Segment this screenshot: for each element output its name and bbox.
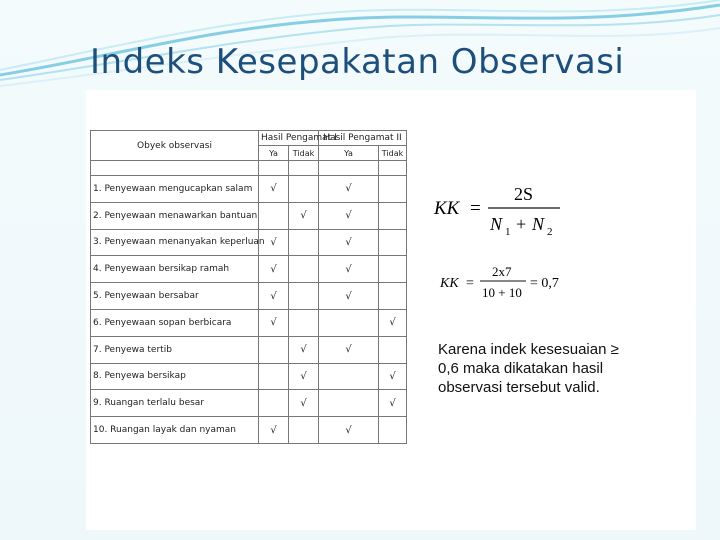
- formula-denominator-b: N: [532, 214, 545, 234]
- explanation-line-3: observasi tersebut valid.: [438, 379, 600, 396]
- obs1-no: √: [289, 390, 319, 417]
- table-row: [91, 283, 407, 310]
- formula-numerator: 2S: [514, 184, 534, 204]
- header-observer-1: Hasil Pengamat I: [259, 131, 319, 146]
- obs2-no: [379, 283, 407, 310]
- obs1-no: √: [289, 363, 319, 390]
- obs1-no: [289, 229, 319, 256]
- obs1-yes: √: [259, 256, 289, 283]
- obs1-yes: [259, 202, 289, 229]
- observation-table-region: [90, 130, 410, 448]
- table-row: [91, 336, 407, 363]
- obs1-yes: √: [259, 176, 289, 203]
- table-row: [91, 390, 407, 417]
- obs1-yes: √: [259, 417, 289, 444]
- obs1-no: [289, 309, 319, 336]
- formula-plus: +: [516, 214, 527, 234]
- table-row: [91, 229, 407, 256]
- header-observer-2: Hasil Pengamat II: [319, 131, 407, 146]
- header-no-1: Tidak: [289, 146, 319, 161]
- obs1-no: [289, 417, 319, 444]
- row-label: 9. Ruangan terlalu besar: [91, 390, 259, 417]
- obs1-yes: [259, 363, 289, 390]
- obs1-no: √: [289, 336, 319, 363]
- header-yes-2: Ya: [319, 146, 379, 161]
- obs2-yes: √: [319, 256, 379, 283]
- formula-lhs: KK: [434, 198, 460, 219]
- row-label: 1. Penyewaan mengucapkan salam: [91, 176, 259, 203]
- table-row: [91, 309, 407, 336]
- obs2-yes: [319, 363, 379, 390]
- row-label: 8. Penyewa bersikap: [91, 363, 259, 390]
- obs2-no: [379, 417, 407, 444]
- explanation-line-2: 0,6 maka dikatakan hasil: [438, 360, 604, 377]
- obs2-yes: √: [319, 229, 379, 256]
- obs1-yes: [259, 336, 289, 363]
- obs2-no: √: [379, 309, 407, 336]
- row-label: 5. Penyewaan bersabar: [91, 283, 259, 310]
- calc-equals: =: [466, 276, 474, 291]
- obs2-no: [379, 256, 407, 283]
- obs2-yes: √: [319, 283, 379, 310]
- formula-equals: =: [470, 198, 481, 219]
- obs2-no: √: [379, 363, 407, 390]
- obs2-yes: √: [319, 417, 379, 444]
- header-no-2: Tidak: [379, 146, 407, 161]
- obs2-yes: √: [319, 336, 379, 363]
- row-label: 7. Penyewa tertib: [91, 336, 259, 363]
- obs2-no: [379, 176, 407, 203]
- formula-sub-a: 1: [505, 226, 511, 238]
- obs1-yes: √: [259, 309, 289, 336]
- row-label: 3. Penyewaan menanyakan keperluan: [91, 229, 259, 256]
- row-label: 6. Penyewaan sopan berbicara: [91, 309, 259, 336]
- table-row: [91, 363, 407, 390]
- obs1-yes: [259, 390, 289, 417]
- obs2-no: [379, 229, 407, 256]
- obs2-yes: √: [319, 176, 379, 203]
- table-row: [91, 256, 407, 283]
- explanation-text: [438, 340, 668, 397]
- obs2-yes: √: [319, 202, 379, 229]
- obs1-yes: √: [259, 229, 289, 256]
- row-label: 10. Ruangan layak dan nyaman: [91, 417, 259, 444]
- obs2-no: [379, 336, 407, 363]
- obs2-no: [379, 202, 407, 229]
- explanation-line-1: Karena indek kesesuaian ≥: [438, 341, 619, 358]
- table-row: [91, 176, 407, 203]
- slide-title: Indeks Kesepakatan Observasi: [90, 42, 625, 82]
- obs2-yes: [319, 390, 379, 417]
- row-label: 2. Penyewaan menawarkan bantuan: [91, 202, 259, 229]
- obs2-yes: [319, 309, 379, 336]
- obs1-no: √: [289, 202, 319, 229]
- obs1-no: [289, 283, 319, 310]
- table-row: [91, 202, 407, 229]
- formula-calculation: [440, 262, 590, 304]
- formula-denominator-a: N: [490, 214, 503, 234]
- obs1-no: [289, 256, 319, 283]
- header-object: Obyek observasi: [91, 131, 259, 161]
- row-label: 4. Penyewaan bersikap ramah: [91, 256, 259, 283]
- observation-table: [90, 130, 407, 444]
- formula-definition: [432, 180, 582, 240]
- obs1-no: [289, 176, 319, 203]
- header-yes-1: Ya: [259, 146, 289, 161]
- formula-sub-b: 2: [547, 226, 553, 238]
- calc-result: = 0,7: [530, 276, 559, 291]
- calc-lhs: KK: [440, 276, 459, 291]
- calc-denominator: 10 + 10: [482, 285, 522, 300]
- calc-numerator: 2x7: [492, 264, 512, 279]
- table-row: [91, 417, 407, 444]
- obs2-no: √: [379, 390, 407, 417]
- obs1-yes: √: [259, 283, 289, 310]
